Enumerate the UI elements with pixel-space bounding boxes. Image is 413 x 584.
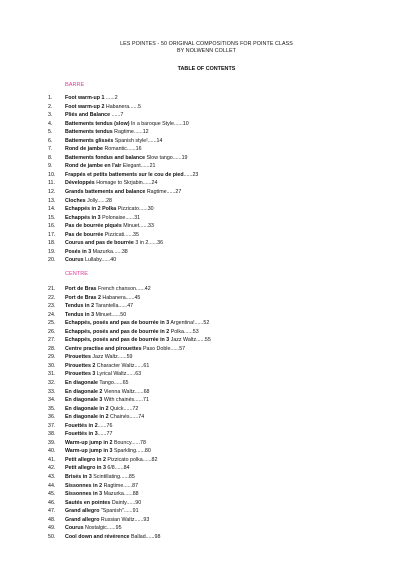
toc-entry-description: ......77 <box>97 431 113 438</box>
toc-entry-description: Bouncy......78 <box>112 439 146 446</box>
toc-entry-description: Tarantella......47 <box>94 303 134 310</box>
toc-entry <box>48 311 211 320</box>
toc-entry <box>48 171 198 180</box>
toc-entry <box>48 294 211 303</box>
toc-entry-description: Mazurka......38 <box>91 248 128 255</box>
toc-entry-number: 12. <box>48 189 56 196</box>
toc-entry-title: Développés <box>65 180 95 187</box>
toc-entry <box>48 137 198 146</box>
toc-entry-description: Jolly......28 <box>85 197 113 204</box>
toc-entry-title: Tendus in 2 <box>65 303 95 310</box>
toc-entry-number: 27. <box>48 337 56 344</box>
toc-entry-number: 28. <box>48 345 56 352</box>
toc-entry-description: Pizzicato......30 <box>116 206 154 213</box>
toc-entry-description: Elegant......21 <box>121 163 156 170</box>
toc-entry-title: Echappés, posés and pas de bourrée in 3 <box>65 337 170 344</box>
toc-entry-description: Spanish style!......14 <box>113 137 163 144</box>
toc-entry-title: Grand allegro <box>65 516 100 523</box>
toc-entry-title: Battements glissés <box>65 137 114 144</box>
toc-entry-description: Scintillating......85 <box>91 474 135 481</box>
toc-entry-title: En diagonale 3 <box>65 397 103 404</box>
toc-entry-title: Courus and pas de bourrée <box>65 240 134 247</box>
toc-entry-number: 3. <box>48 112 53 119</box>
toc-entry-title: Echappés, posés and pas de bourrée in 2 <box>65 328 170 335</box>
toc-entry-number: 36. <box>48 414 56 421</box>
toc-entry-title: Brisés in 3 <box>65 474 92 481</box>
toc-entry-description: Polka......53 <box>169 328 199 335</box>
toc-entry-description: Polonaise......31 <box>100 214 141 221</box>
toc-entry <box>48 507 211 516</box>
toc-entry-title: Battements fondus and balance <box>65 154 146 161</box>
toc-entry-title: Port de Bras <box>65 286 97 292</box>
toc-title: TABLE OF CONTENTS <box>177 66 236 72</box>
toc-entry-number: 7. <box>48 146 53 153</box>
toc-entry <box>48 214 198 223</box>
toc-entry-title: En diagonale in 2 <box>65 405 109 412</box>
toc-entry-number: 38. <box>48 431 56 438</box>
toc-entry-title: Pas de bourrée <box>65 231 104 238</box>
toc-entry-title: En diagonale in 2 <box>65 414 109 421</box>
toc-entry-title: Pas de bourrée piqués <box>65 223 122 230</box>
toc-entry-title: Petit allegro in 2 <box>65 456 106 463</box>
section-title-centre: CENTRE <box>65 271 88 277</box>
toc-entry-title: Fouettés in 3 <box>65 431 98 438</box>
toc-entry-title: Pirouettes 2 <box>65 362 96 369</box>
toc-entry-description: Pizzicati......35 <box>103 231 139 238</box>
toc-entry-title: Frappés et petits battements sur le cou de pied <box>65 171 184 178</box>
toc-entry-number: 5. <box>48 129 53 136</box>
toc-entry <box>48 379 211 388</box>
toc-entry-description: Mazurka......88 <box>102 491 139 498</box>
toc-entry-title: Tendus in 3 <box>65 311 95 318</box>
toc-entry-title: Warm-up jump in 3 <box>65 448 113 455</box>
toc-entry <box>48 388 211 397</box>
toc-entry-number: 4. <box>48 120 53 127</box>
toc-entry <box>48 482 211 491</box>
toc-entry-description: Nostalgic......95 <box>83 525 122 532</box>
toc-entry-title: Centre practise and pirouettes <box>65 345 142 352</box>
toc-entry <box>48 362 211 371</box>
toc-entry-number: 18. <box>48 240 56 247</box>
toc-entry-description: ......76 <box>97 422 113 429</box>
toc-entry <box>48 456 211 465</box>
toc-entry-number: 41. <box>48 456 56 463</box>
section-title-barre: BARRE <box>65 82 85 88</box>
toc-entry-title: Foot warm-up 1 <box>65 95 105 101</box>
toc-entry <box>48 422 211 431</box>
toc-entry <box>48 154 198 163</box>
toc-entry-description: Tango......65 <box>97 380 129 387</box>
toc-entry <box>48 447 211 456</box>
centre-list <box>48 285 211 541</box>
toc-entry <box>48 120 198 129</box>
toc-entry-number: 35. <box>48 405 56 412</box>
toc-entry <box>48 345 211 354</box>
toc-entry-description: Ragtime......27 <box>145 189 182 196</box>
toc-entry-description: Ragtime......87 <box>102 482 139 489</box>
toc-entry-description: Jazz Waltz......55 <box>169 337 211 344</box>
toc-entry-title: Grand allegro <box>65 508 100 515</box>
toc-entry <box>48 197 198 206</box>
toc-entry-description: "Spanish"......91 <box>99 508 139 515</box>
toc-entry-description: Ragtime......12 <box>112 129 149 136</box>
toc-entry-number: 14. <box>48 206 56 213</box>
toc-entry-description: Minuet......50 <box>94 311 127 318</box>
toc-entry-number: 24. <box>48 311 56 318</box>
toc-entry <box>48 103 198 112</box>
toc-entry-title: Fouettés in 2 <box>65 422 98 429</box>
toc-entry-number: 46. <box>48 499 56 506</box>
toc-entry-number: 9. <box>48 163 53 170</box>
toc-entry-description: Quick......72 <box>108 405 139 412</box>
toc-entry-number: 16. <box>48 223 56 230</box>
toc-entry-title: Cool down and révérence <box>65 533 130 540</box>
toc-entry-title: Sissonnes in 3 <box>65 491 103 498</box>
toc-entry-title: Cloches <box>65 197 86 204</box>
toc-entry-number: 47. <box>48 508 56 515</box>
toc-entry-number: 43. <box>48 474 56 481</box>
toc-entry <box>48 370 211 379</box>
toc-entry-number: 26. <box>48 328 56 335</box>
toc-entry <box>48 405 211 414</box>
toc-entry <box>48 239 198 248</box>
toc-entry-description: Argentina!......52 <box>169 320 210 327</box>
toc-entry-description: Sparkling......80 <box>112 448 151 455</box>
toc-entry-description: 3 in 2......36 <box>133 240 164 247</box>
toc-entry-number: 32. <box>48 380 56 387</box>
toc-entry-title: Battements tendus <box>65 129 113 136</box>
toc-entry <box>48 319 211 328</box>
toc-entry <box>48 396 211 405</box>
toc-entry-title: Pirouettes <box>65 354 91 361</box>
toc-entry-title: Pliés and Balance <box>65 112 111 119</box>
toc-entry <box>48 499 211 508</box>
toc-entry-number: 33. <box>48 388 56 395</box>
toc-entry-number: 37. <box>48 422 56 429</box>
toc-entry-number: 49. <box>48 525 56 532</box>
toc-entry <box>48 353 211 362</box>
toc-entry-title: Sissonnes in 2 <box>65 482 103 489</box>
toc-entry-description: With chainés......71 <box>102 397 149 404</box>
toc-entry-description: Paso Doble......57 <box>141 345 186 352</box>
toc-entry-title: Pirouettes 3 <box>65 371 96 378</box>
toc-entry <box>48 256 198 265</box>
toc-entry-description: Russian Waltz......93 <box>99 516 150 523</box>
toc-entry <box>48 464 211 473</box>
toc-entry-description: 6/8......84 <box>105 465 130 472</box>
toc-entry <box>48 473 211 482</box>
toc-entry-number: 31. <box>48 371 56 378</box>
toc-entry-description: Homage to Skrjabin......24 <box>94 180 158 187</box>
toc-entry-number: 8. <box>48 154 53 161</box>
toc-entry <box>48 111 198 120</box>
toc-entry-number: 20. <box>48 257 56 264</box>
toc-entry-description: ......7 <box>110 112 124 119</box>
toc-entry-number: 10. <box>48 171 56 178</box>
toc-entry-description: Lullaby......40 <box>83 257 117 264</box>
toc-entry-number: 22. <box>48 294 56 301</box>
toc-entry-description: Minuet......33 <box>121 223 154 230</box>
toc-entry <box>48 533 211 542</box>
toc-entry-title: Foot warm-up 2 <box>65 103 105 110</box>
toc-entry-title: Warm-up jump in 2 <box>65 439 113 446</box>
toc-entry-title: Echappés in 3 <box>65 214 101 221</box>
toc-entry-description: French chanson......42 <box>96 286 151 292</box>
toc-entry-number: 42. <box>48 465 56 472</box>
toc-entry <box>48 285 211 294</box>
toc-entry-description: Habanera......45 <box>100 294 141 301</box>
toc-entry <box>48 413 211 422</box>
toc-entry-number: 40. <box>48 448 56 455</box>
toc-entry <box>48 145 198 154</box>
toc-entry <box>48 336 211 345</box>
toc-entry-number: 45. <box>48 491 56 498</box>
toc-entry-title: Port de Bras 2 <box>65 294 101 301</box>
toc-entry <box>48 439 211 448</box>
toc-entry-title: Grands battements and balance <box>65 189 146 196</box>
toc-entry-number: 19. <box>48 248 56 255</box>
toc-entry-description: Vienna Waltz......68 <box>102 388 150 395</box>
toc-entry-number: 1. <box>48 95 53 101</box>
toc-entry-number: 44. <box>48 482 56 489</box>
toc-entry <box>48 94 198 103</box>
toc-entry-title: Petit allegro in 3 <box>65 465 106 472</box>
toc-entry-number: 29. <box>48 354 56 361</box>
toc-entry-description: Lyrical Waltz......63 <box>95 371 142 378</box>
toc-entry-number: 2. <box>48 103 53 110</box>
toc-entry-title: Courus <box>65 525 84 532</box>
toc-entry-number: 48. <box>48 516 56 523</box>
toc-entry <box>48 248 198 257</box>
toc-entry <box>48 302 211 311</box>
toc-entry <box>48 162 198 171</box>
toc-entry-number: 13. <box>48 197 56 204</box>
toc-entry <box>48 222 198 231</box>
toc-entry-description: Character Waltz......61 <box>95 362 150 369</box>
toc-entry-number: 21. <box>48 286 56 292</box>
toc-entry-title: Echappés, posés and pas de bourrée in 3 <box>65 320 170 327</box>
toc-entry-title: Rond de jambe en l'air <box>65 163 122 170</box>
toc-entry-number: 17. <box>48 231 56 238</box>
toc-entry <box>48 524 211 533</box>
toc-entry-description: ......2 <box>104 95 118 101</box>
toc-entry <box>48 205 198 214</box>
toc-entry-description: ......23 <box>183 171 199 178</box>
toc-entry <box>48 328 211 337</box>
toc-entry <box>48 179 198 188</box>
toc-entry <box>48 430 211 439</box>
toc-entry <box>48 128 198 137</box>
toc-entry-description: Romantic......16 <box>102 146 142 153</box>
toc-entry-description: Slow tango......19 <box>145 154 188 161</box>
document-header <box>0 41 413 54</box>
toc-entry-title: Rond de jambe <box>65 146 103 153</box>
toc-entry-number: 25. <box>48 320 56 327</box>
toc-entry-number: 23. <box>48 303 56 310</box>
toc-entry-description: Chainés......74 <box>108 414 145 421</box>
toc-entry-description: Ballad......98 <box>129 533 161 540</box>
toc-entry-number: 15. <box>48 214 56 221</box>
toc-entry-description: Dainty......90 <box>110 499 142 506</box>
header-author: BY NOLWENN COLLET <box>177 47 236 54</box>
toc-entry-description: Jazz Waltz......59 <box>90 354 133 361</box>
toc-entry-description: Pizzicato polka......82 <box>105 456 158 463</box>
toc-entry-number: 34. <box>48 397 56 404</box>
toc-entry-title: En diagonale 2 <box>65 388 103 395</box>
toc-entry-title: Echappés in 2 Polka <box>65 206 117 213</box>
toc-entry-title: Sautés en pointes <box>65 499 111 506</box>
toc-entry-title: En diagonale <box>65 380 98 387</box>
toc-entry <box>48 490 211 499</box>
header-title: LES POINTES - 50 ORIGINAL COMPOSITIONS FOR POINTE CLASS <box>120 41 293 47</box>
toc-entry <box>48 516 211 525</box>
toc-entry-number: 39. <box>48 439 56 446</box>
toc-entry-description: Habanera......5 <box>104 103 141 110</box>
toc-entry <box>48 231 198 240</box>
toc-entry-title: Courus <box>65 257 84 264</box>
toc-entry-title: Posés in 3 <box>65 248 92 255</box>
barre-list <box>48 94 198 265</box>
toc-entry <box>48 188 198 197</box>
toc-entry-title: Battements tendus (slow) <box>65 120 130 127</box>
toc-entry-number: 11. <box>48 180 55 187</box>
toc-entry-number: 30. <box>48 362 56 369</box>
toc-entry-number: 50. <box>48 533 56 540</box>
toc-entry-number: 6. <box>48 137 53 144</box>
toc-entry-description: In a baroque Style......10 <box>129 120 189 127</box>
